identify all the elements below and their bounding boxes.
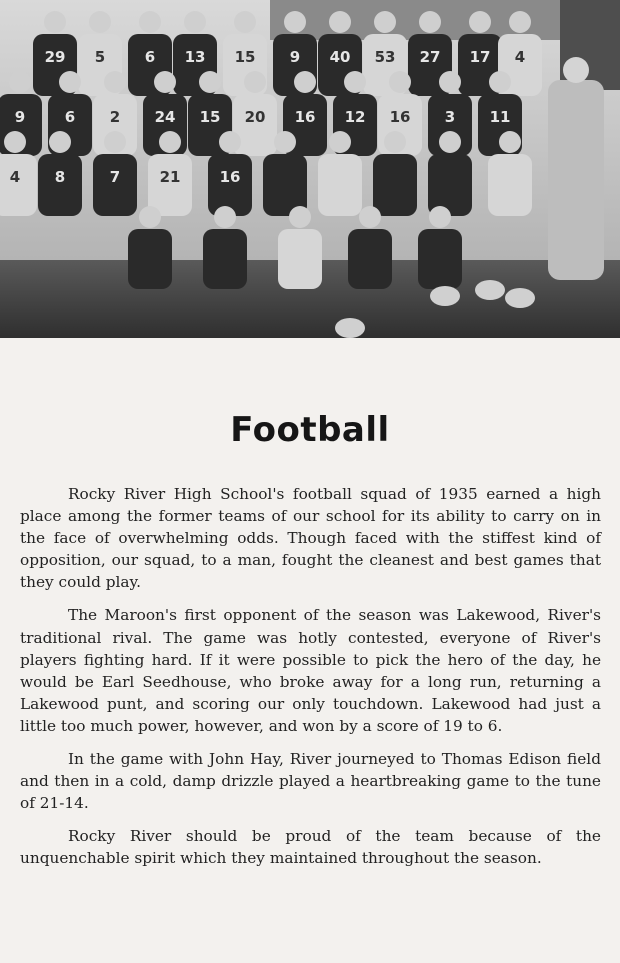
player-head [159,131,181,153]
jersey-number: 8 [54,168,66,186]
jersey-number: 4 [9,168,21,186]
player-head [439,71,461,93]
article-body [20,483,601,881]
paragraph: Rocky River should be proud of the team because of the unquenchable spirit which they maintained throughout the season. [20,827,601,868]
player-head [154,71,176,93]
player-head [9,71,31,93]
player-head [384,131,406,153]
paragraph: Rocky River High School's football squad of 1935 earned a high place among the former teams of our school for its ability to carry on in the face of overwhelming odds. Though faced with the stiffest kind of opposition, our squad, to a man, fought the cleanest and best games that they could play. [20,485,601,592]
player-head [389,71,411,93]
player-head [199,71,221,93]
player-jersey [128,229,172,289]
player-head [104,131,126,153]
jersey-number: 40 [329,48,351,66]
jersey-number: 16 [219,168,241,186]
team-photo-illustration [0,0,620,338]
player-head [429,206,451,228]
jersey-number: 17 [469,48,491,66]
player-head [344,71,366,93]
player-head [104,71,126,93]
player-head [234,11,256,33]
jersey-number: 53 [374,48,396,66]
jersey-number: 4 [514,48,526,66]
paragraph: The Maroon's first opponent of the season was Lakewood, River's traditional rival. The game was hotly contested, everyone of River's players fighting hard. If it were possible to pick the hero of the day, he would be Earl Seedhouse, who broke away for a long run, returning a Lakewood punt, and scoring our only touchdown. Lakewood had just a little too much power, however, and won by a score of 19 to 6. [20,606,601,735]
player-head [139,206,161,228]
jersey-number: 6 [64,108,76,126]
player-head [44,11,66,33]
player-head [89,11,111,33]
jersey-number: 7 [109,168,121,186]
jersey-number: 27 [419,48,441,66]
jersey-number: 11 [489,108,511,126]
team-photo [0,0,620,338]
jersey-number: 5 [94,48,106,66]
player-head [329,11,351,33]
jersey-number: 16 [389,108,411,126]
jersey-number: 9 [14,108,26,126]
jersey-number: 13 [184,48,206,66]
football-ball [505,288,535,308]
player-head [294,71,316,93]
player-head [214,206,236,228]
player-jersey [418,229,462,289]
player-head [244,71,266,93]
player-head [289,206,311,228]
jersey-number: 16 [294,108,316,126]
player-head [219,131,241,153]
player-head [419,11,441,33]
player-head [489,71,511,93]
player-jersey [278,229,322,289]
jersey-number: 12 [344,108,366,126]
player-jersey [318,154,362,216]
football-ball [475,280,505,300]
jersey-number: 15 [234,48,256,66]
player-jersey [373,154,417,216]
football-ball [430,286,460,306]
jersey-number: 24 [154,108,176,126]
player-head [4,131,26,153]
jersey-number: 6 [144,48,156,66]
player-jersey [428,154,472,216]
player-jersey [488,154,532,216]
player-head [139,11,161,33]
jersey-number: 29 [44,48,66,66]
player-jersey [348,229,392,289]
player-head [499,131,521,153]
player-head [59,71,81,93]
player-head [284,11,306,33]
jersey-number: 2 [109,108,121,126]
player-head [374,11,396,33]
player-head [329,131,351,153]
jersey-number: 20 [244,108,266,126]
player-head [439,131,461,153]
jersey-number: 3 [444,108,456,126]
paragraph: In the game with John Hay, River journeyed to Thomas Edison field and then in a cold, damp drizzle played a heartbreaking game to the tune of 21-14. [20,750,601,813]
jersey-number: 9 [289,48,301,66]
coach-head [563,57,589,83]
player-head [49,131,71,153]
player-head [184,11,206,33]
player-head [359,206,381,228]
player-head [274,131,296,153]
article-title: Football [230,410,390,450]
football-ball [335,318,365,338]
player-jersey [203,229,247,289]
jersey-number: 21 [159,168,181,186]
coach-figure [548,80,604,280]
player-head [509,11,531,33]
player-head [469,11,491,33]
jersey-number: 15 [199,108,221,126]
